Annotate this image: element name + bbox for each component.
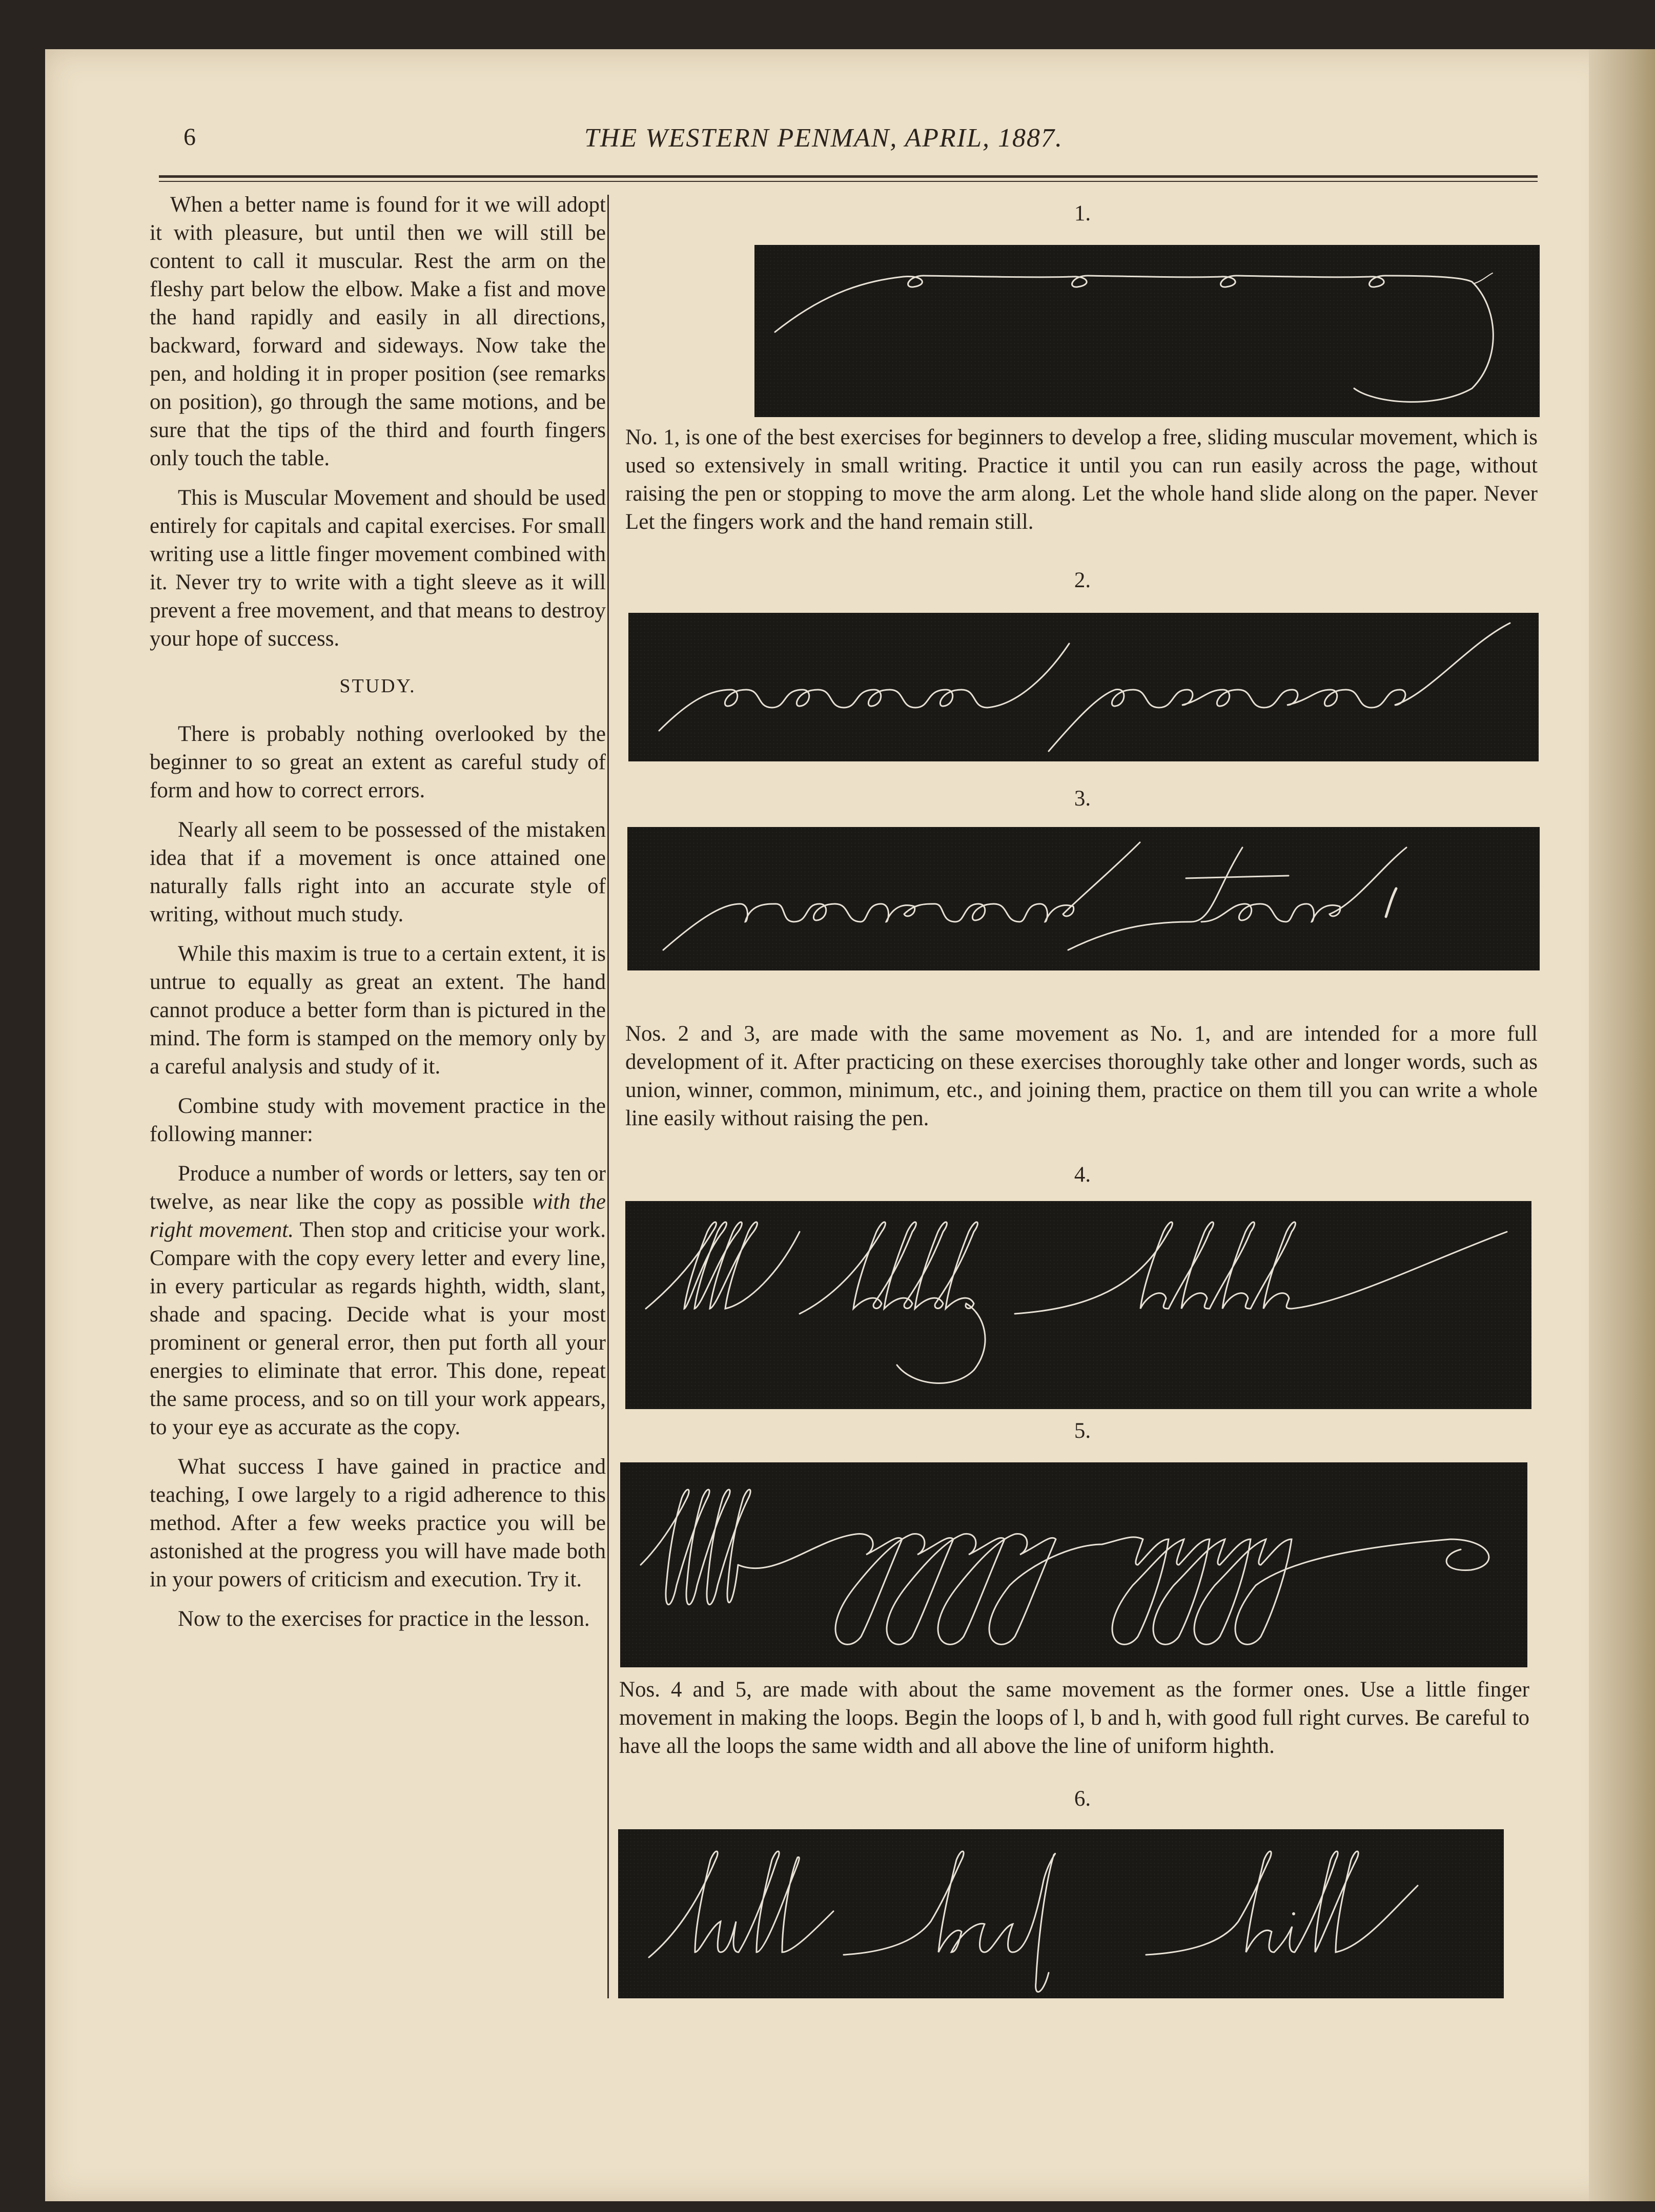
paragraph: When a better name is found for it we will adopt it with pleasure, but until then we will still be content to call it muscular. Rest the arm on the fleshy part below the elbow. Make a fist and move the hand rapidly and easily in all directions, backward, forward and sideways. Now take the pen, and holding it in proper position (see remarks on position), go through the same motions, and be sure that the tips of the third and fourth fingers only touch the table. [150,193,606,470]
exercise-label-1: 1. [1074,201,1091,225]
script-exercise-1 [754,245,1540,417]
exercise-panel-1 [754,245,1540,417]
paragraph: What success I have gained in practice and teaching, I owe largely to a rigid adherence to this method. After a few weeks practice you will be astonished at the progress you will have made both in your powers of criticism and execution. Try it. [150,1455,606,1591]
paragraph-text: Then stop and criticise your work. Compare with the copy every letter and every line, in every particular as regards highth, width, slant, shade and spacing. Decide what is your most prominent or general error, then put forth all your energies to eliminate that error. This done, repeat the same process, and so on till your work appears, to your eye as accurate as the copy. [150,1218,606,1439]
exercise-caption-3: Nos. 4 and 5, are made with about the same movement as the former ones. Use a little finger movement in making the loops. Begin the loops of l, b and h, with good full right curves. Be careful to have all the loops the same width and all above the line of uniform highth. [619,1678,1529,1758]
exercise-panel-5 [620,1462,1527,1667]
exercise-label-5: 5. [1074,1419,1091,1443]
exercise-caption-1: No. 1, is one of the best exercises for beginners to develop a free, sliding muscular movement, which is used so extensively in small writing. Practice it until you can run easily across the page, without raising the pen or stopping to move the arm along. Let the whole hand slide along on the paper. Never Let the fingers work and the hand remain still. [625,425,1538,534]
exercise-label-4: 4. [1074,1163,1091,1187]
paragraph [150,1160,606,1441]
script-exercise-6 [618,1829,1504,1998]
paragraph: Now to the exercises for practice in the lesson. [178,1607,590,1631]
page-number: 6 [183,123,196,151]
emphasis-text: with the right movement. [150,1190,606,1242]
header-rule-thin [159,181,1538,182]
exercise-panel-2 [628,613,1539,761]
exercise-panel-4 [625,1201,1531,1409]
exercise-label-3: 3. [1074,787,1091,811]
section-heading: STUDY. [339,675,416,697]
script-exercise-3 [627,827,1540,970]
script-exercise-5 [620,1462,1527,1667]
script-exercise-2 [628,613,1539,761]
script-exercise-4 [625,1201,1531,1409]
exercise-caption-2: Nos. 2 and 3, are made with the same movement as No. 1, and are intended for a more full development of it. After practicing on these exercises thoroughly take other and longer words, such as union, winner, common, minimum, etc., and joining them, practice on them till you can write a whole line easily without raising the pen. [625,1022,1538,1130]
exercise-panel-6 [618,1829,1504,1998]
header-rule [159,175,1538,178]
paragraph-text: Produce a number of words or letters, say ten or twelve, as near like the copy as possible [150,1162,606,1214]
page-title: THE WESTERN PENMAN, APRIL, 1887. [584,123,1064,153]
paragraph: While this maxim is true to a certain extent, it is untrue to equally as great an extent. The hand cannot produce a better form than is pictured in the mind. The form is stamped on the memory only by a careful analysis and study of it. [150,942,606,1079]
paragraph: Nearly all seem to be possessed of the mistaken idea that if a movement is once attained one naturally falls right into an accurate style of writing, without much study. [150,818,606,926]
binding-edge [1589,49,1655,2201]
exercise-label-6: 6. [1074,1787,1091,1811]
left-column [150,191,606,1644]
paragraph: This is Muscular Movement and should be used entirely for capitals and capital exercises. For small writing use a little finger movement combined with it. Never try to write with a tight sleeve as it will prevent a free movement, and that means to destroy your hope of success. [150,486,606,651]
paragraph: There is probably nothing overlooked by the beginner to so great an extent as careful study of form and how to correct errors. [150,722,606,802]
exercise-label-2: 2. [1074,568,1091,592]
paragraph: Combine study with movement practice in the following manner: [150,1094,606,1146]
exercise-panel-3 [627,827,1540,970]
column-divider [607,195,609,1998]
